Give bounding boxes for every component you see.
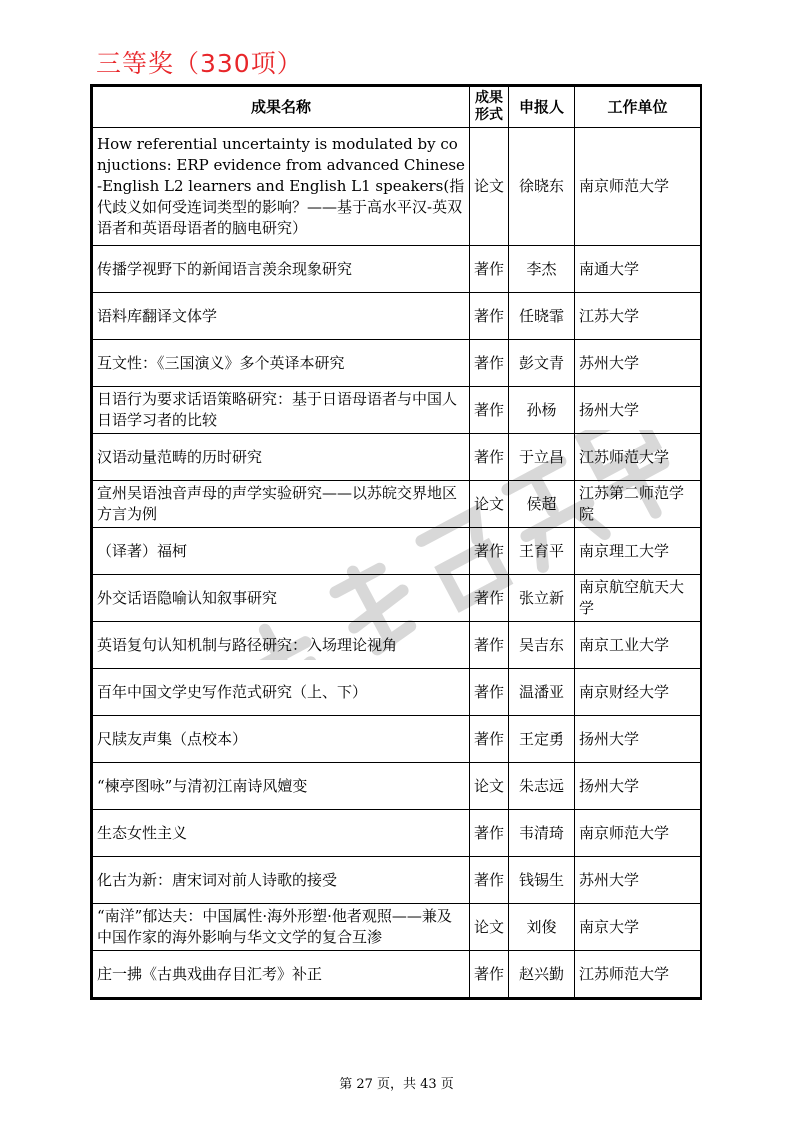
table-header-row (93, 87, 701, 128)
table-row (93, 434, 701, 481)
cell-unit: 扬州大学 (575, 387, 701, 434)
table-row (93, 528, 701, 575)
cell-form: 著作 (470, 857, 509, 904)
table-row (93, 293, 701, 340)
cell-form: 著作 (470, 293, 509, 340)
table-row (93, 387, 701, 434)
cell-title: “南洋”郁达夫：中国属性·海外形塑·他者观照——兼及中国作家的海外影响与华文文学的复合互渗 (93, 904, 470, 951)
cell-title: 化古为新：唐宋词对前人诗歌的接受 (93, 857, 470, 904)
cell-title: 语料库翻译文体学 (93, 293, 470, 340)
awards-table (90, 84, 702, 1000)
table-row (93, 340, 701, 387)
cell-unit: 苏州大学 (575, 340, 701, 387)
cell-applicant: 赵兴勤 (509, 951, 575, 998)
cell-form: 论文 (470, 128, 509, 246)
cell-applicant: 朱志远 (509, 763, 575, 810)
cell-unit: 苏州大学 (575, 857, 701, 904)
cell-applicant: 李杰 (509, 246, 575, 293)
table-row (93, 622, 701, 669)
cell-unit: 南通大学 (575, 246, 701, 293)
cell-title: 百年中国文学史写作范式研究（上、下） (93, 669, 470, 716)
cell-title: 传播学视野下的新闻语言羡余现象研究 (93, 246, 470, 293)
cell-title: How referential uncertainty is modulated by conjuctions: ERP evidence from advanced Chinese-English L2 learners and English L1 speakers(指代歧义如何受连词类型的影响？——基于高水平汉-英双语者和英语母语者的脑电研究） (93, 128, 470, 246)
cell-unit: 南京师范大学 (575, 128, 701, 246)
cell-title: “楝亭图咏”与清初江南诗风嬗变 (93, 763, 470, 810)
cell-form: 著作 (470, 669, 509, 716)
cell-applicant: 张立新 (509, 575, 575, 622)
cell-form: 著作 (470, 528, 509, 575)
cell-unit: 江苏大学 (575, 293, 701, 340)
cell-form: 论文 (470, 481, 509, 528)
cell-form: 著作 (470, 340, 509, 387)
table-row (93, 669, 701, 716)
cell-title: 英语复句认知机制与路径研究：入场理论视角 (93, 622, 470, 669)
cell-title: 互文性：《三国演义》多个英译本研究 (93, 340, 470, 387)
header-title: 成果名称 (93, 87, 470, 128)
cell-unit: 南京航空航天大学 (575, 575, 701, 622)
cell-unit: 南京工业大学 (575, 622, 701, 669)
cell-form: 著作 (470, 622, 509, 669)
header-unit: 工作单位 (575, 87, 701, 128)
cell-title: 生态女性主义 (93, 810, 470, 857)
cell-title: 尺牍友声集（点校本） (93, 716, 470, 763)
cell-form: 著作 (470, 387, 509, 434)
cell-form: 著作 (470, 810, 509, 857)
cell-applicant: 侯超 (509, 481, 575, 528)
table-row (93, 716, 701, 763)
cell-title: （译著）福柯 (93, 528, 470, 575)
cell-form: 著作 (470, 716, 509, 763)
header-form: 成果形式 (470, 87, 509, 128)
cell-unit: 扬州大学 (575, 763, 701, 810)
cell-unit: 扬州大学 (575, 716, 701, 763)
cell-form: 论文 (470, 763, 509, 810)
table-row (93, 857, 701, 904)
table-row (93, 575, 701, 622)
cell-applicant: 吴吉东 (509, 622, 575, 669)
header-applicant: 申报人 (509, 87, 575, 128)
cell-applicant: 孙杨 (509, 387, 575, 434)
table-row (93, 128, 701, 246)
cell-form: 著作 (470, 246, 509, 293)
cell-form: 论文 (470, 904, 509, 951)
table-row (93, 481, 701, 528)
cell-unit: 江苏师范大学 (575, 951, 701, 998)
cell-title: 宣州吴语浊音声母的声学实验研究——以苏皖交界地区方言为例 (93, 481, 470, 528)
table-row (93, 246, 701, 293)
cell-title: 外交话语隐喻认知叙事研究 (93, 575, 470, 622)
cell-title: 庄一拂《古典戏曲存目汇考》补正 (93, 951, 470, 998)
cell-unit: 南京大学 (575, 904, 701, 951)
cell-applicant: 刘俊 (509, 904, 575, 951)
table-row (93, 810, 701, 857)
cell-unit: 江苏师范大学 (575, 434, 701, 481)
cell-title: 日语行为要求话语策略研究：基于日语母语者与中国人日语学习者的比较 (93, 387, 470, 434)
cell-unit: 江苏第二师范学院 (575, 481, 701, 528)
cell-applicant: 王育平 (509, 528, 575, 575)
table-row (93, 904, 701, 951)
cell-applicant: 彭文青 (509, 340, 575, 387)
table-row (93, 763, 701, 810)
cell-applicant: 王定勇 (509, 716, 575, 763)
cell-applicant: 温潘亚 (509, 669, 575, 716)
award-level-heading: 三等奖（330项） (96, 49, 303, 78)
cell-form: 著作 (470, 434, 509, 481)
cell-applicant: 于立昌 (509, 434, 575, 481)
cell-form: 著作 (470, 575, 509, 622)
cell-title: 汉语动量范畴的历时研究 (93, 434, 470, 481)
cell-form: 著作 (470, 951, 509, 998)
cell-applicant: 徐晓东 (509, 128, 575, 246)
cell-unit: 南京师范大学 (575, 810, 701, 857)
cell-applicant: 钱锡生 (509, 857, 575, 904)
table-row (93, 951, 701, 998)
cell-unit: 南京财经大学 (575, 669, 701, 716)
cell-applicant: 韦清琦 (509, 810, 575, 857)
page-number-footer: 第 27 页，共 43 页 (339, 1077, 454, 1092)
cell-unit: 南京理工大学 (575, 528, 701, 575)
cell-applicant: 任晓霏 (509, 293, 575, 340)
